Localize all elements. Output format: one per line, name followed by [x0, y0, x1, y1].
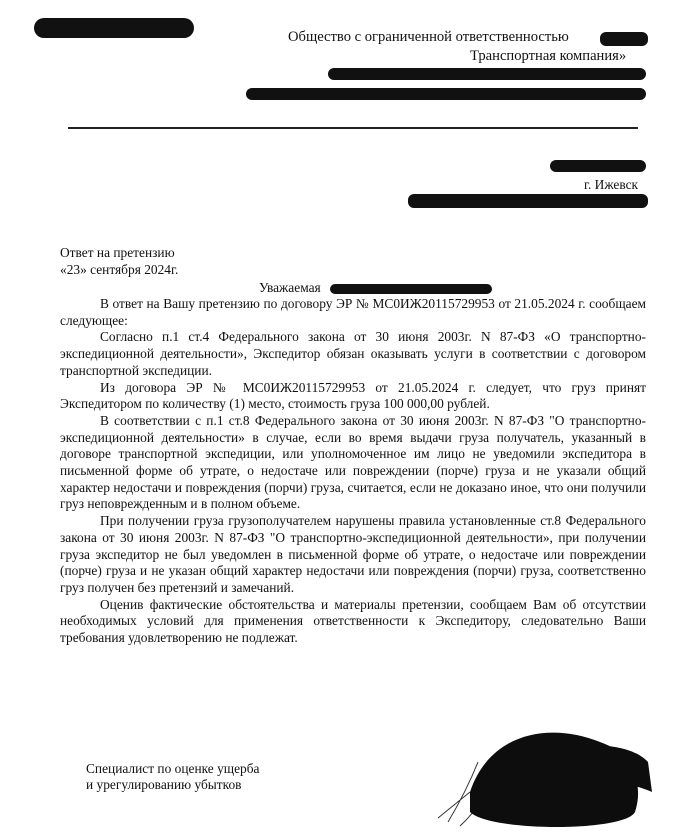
signature-title-line1: Специалист по оценке ущерба — [86, 761, 260, 776]
redaction-recipient-name — [550, 160, 646, 172]
header-divider — [68, 127, 638, 129]
salutation: Уважаемая — [259, 280, 321, 295]
recipient-city: г. Ижевск — [584, 177, 639, 192]
redaction-address-2 — [246, 88, 646, 100]
company-name-line2: Транспортная компания» — [470, 48, 627, 64]
signature-redaction — [430, 722, 660, 832]
paragraph-conclusion: Оценив фактические обстоятельства и материалы претензии, сообщаем Вам об отсутствии необходимых условий для применения ответственности к Экспедитору, следовательно Ваши требования удовлетворению не подлежат. — [60, 596, 646, 646]
paragraph-law-article-4: Согласно п.1 ст.4 Федерального закона от 30 июня 2003г. N 87-ФЗ «О транспортно-экспедиционной деятельности», Экспедитор обязан оказывать услуги в соответствии с договором транспортной экспедиции. — [60, 329, 646, 378]
reply-date: «23» сентября 2024г. — [60, 262, 179, 277]
paragraph-intro: В ответ на Вашу претензию по договору ЭР № МС0ИЖ20115729953 от 21.05.2024 г. сообщаем следующее: — [60, 296, 646, 328]
paragraph-violation: При получении груза грузополучателем нарушены правила установленные ст.8 Федерального закона от 30 июня 2003г. N 87-ФЗ "О транспортно-экспедиционной деятельности», при получении груза экспедитор не был уведомлен в письменной форме об утрате, о недостаче или повреждении (порче) груза и не указан общий характер недостачи или повреждения (порчи) груза, соответственно груз получен без претензий и замечаний. — [60, 513, 646, 595]
redaction-top-left — [34, 18, 194, 38]
redaction-recipient-address — [408, 194, 648, 208]
paragraph-law-article-8: В соответствии с п.1 ст.8 Федерального закона от 30 июня 2003г. N 87-ФЗ "О транспортно-экспедиционной деятельности» в случае, если во время выдачи груза получатель, указанный в договоре транспортной экспедиции, или уполномоченное им лицо не уведомили экспедитора в письменной форме об утрате, о недостаче или повреждении (порче) груза и не указали общий характер недостачи и повреждения (порчи) груза, считается, если не доказано иное, что они получили груз неповрежденным и в полном объеме. — [60, 412, 646, 512]
letter-body — [60, 296, 646, 647]
signature-title-line2: и урегулированию убытков — [86, 777, 242, 792]
redaction-company-name — [600, 32, 648, 46]
redaction-address-1 — [328, 68, 646, 80]
company-name-line1: Общество с ограниченной ответственностью — [288, 29, 569, 45]
redaction-addressee-name — [330, 284, 492, 294]
paragraph-contract-terms: Из договора ЭР № МС0ИЖ20115729953 от 21.05.2024 г. следует, что груз принят Экспедитором по количеству (1) место, стоимость груза 100 000,00 рублей. — [60, 379, 646, 412]
reply-title: Ответ на претензию — [60, 245, 175, 260]
